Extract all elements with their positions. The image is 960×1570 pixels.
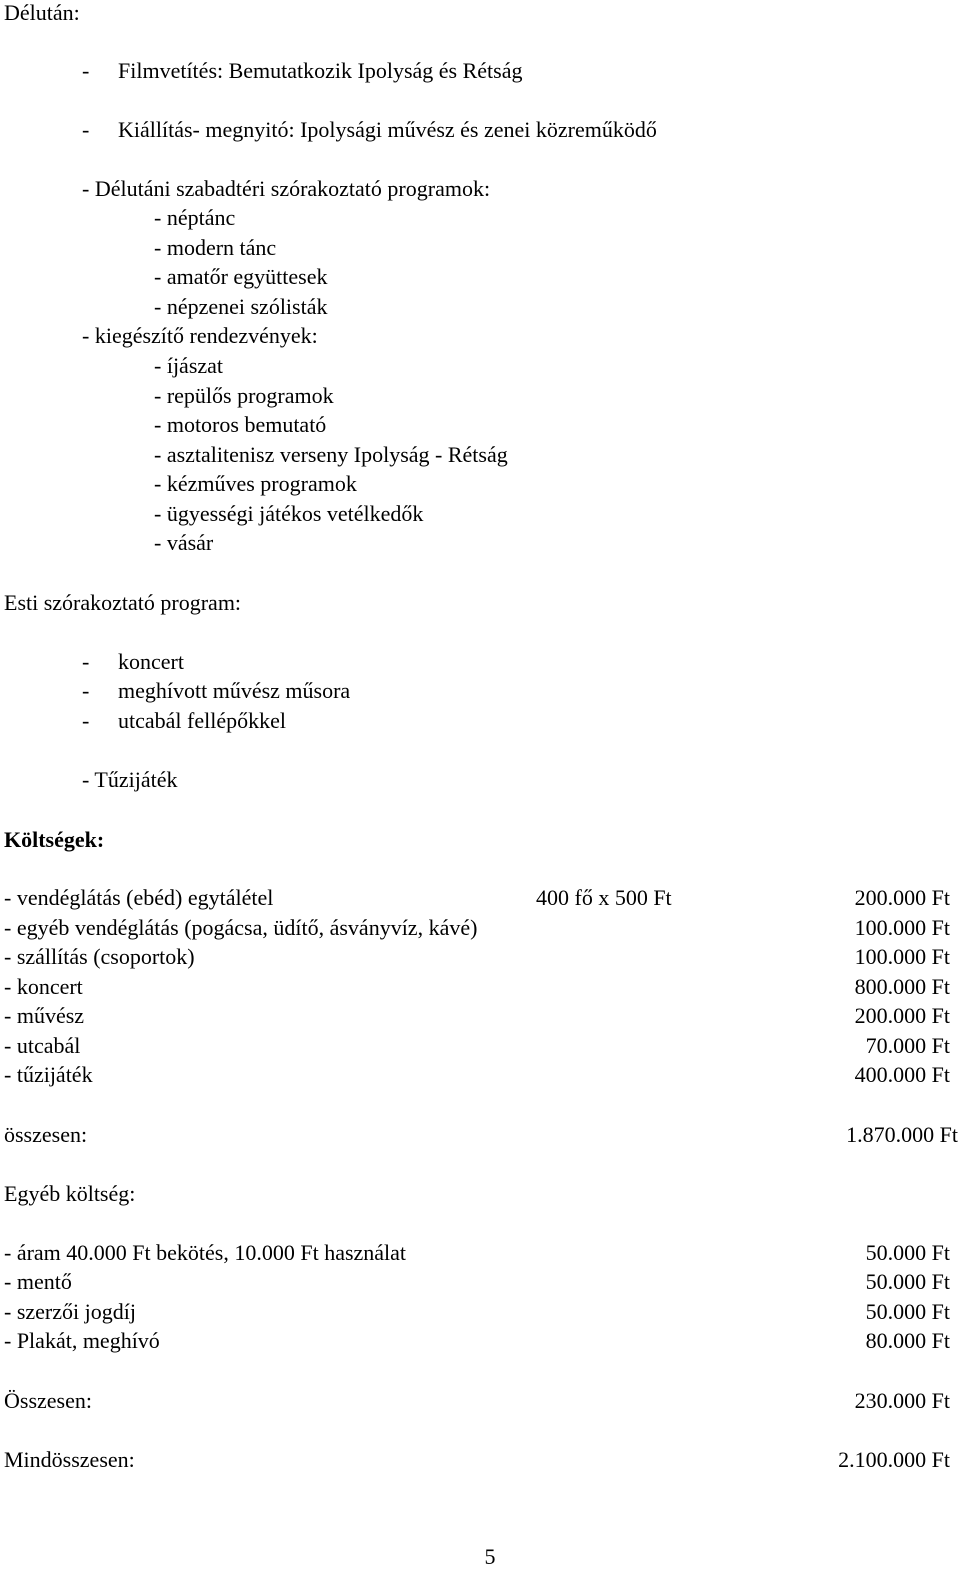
- list-item: koncert: [118, 649, 184, 674]
- cost-label: - tűzijáték: [4, 1062, 93, 1087]
- costs-heading: Költségek:: [4, 827, 105, 852]
- cost-detail: 400 fő x 500 Ft: [536, 885, 672, 910]
- other-cost-label: - mentő: [4, 1269, 72, 1294]
- list-dash: -: [82, 58, 90, 83]
- list-dash: -: [82, 117, 90, 142]
- cost-label: - utcabál: [4, 1033, 81, 1058]
- cost-label: - művész: [4, 1003, 85, 1028]
- list-item: - motoros bemutató: [154, 412, 327, 437]
- cost-amount: 70.000 Ft: [865, 1033, 950, 1058]
- list-item: - népzenei szólisták: [154, 294, 328, 319]
- list-item: utcabál fellépőkkel: [118, 708, 286, 733]
- grand-total-amount: 2.100.000 Ft: [838, 1447, 950, 1472]
- list-item: - néptánc: [154, 205, 236, 230]
- list-item: - íjászat: [154, 353, 224, 378]
- list-item: - ügyességi játékos vetélkedők: [154, 501, 424, 526]
- cost-amount: 800.000 Ft: [854, 974, 950, 999]
- other-cost-amount: 80.000 Ft: [865, 1328, 950, 1353]
- cost-amount: 400.000 Ft: [854, 1062, 950, 1087]
- cost-label: - egyéb vendéglátás (pogácsa, üdítő, ásványvíz, kávé): [4, 915, 478, 940]
- list-item: - kézműves programok: [154, 471, 357, 496]
- list-item: Filmvetítés: Bemutatkozik Ipolyság és Rétság: [118, 58, 523, 83]
- list-dash: -: [82, 678, 90, 703]
- fireworks-item: - Tűzijáték: [82, 767, 178, 792]
- cost-label: - koncert: [4, 974, 83, 999]
- grand-total-label: Mindösszesen:: [4, 1447, 135, 1472]
- other-cost-amount: 50.000 Ft: [865, 1299, 950, 1324]
- list-item: - vásár: [154, 530, 214, 555]
- page-number: 5: [484, 1544, 496, 1569]
- list-dash: -: [82, 708, 90, 733]
- afternoon-heading: Délután:: [4, 0, 80, 25]
- other-total-amount: 230.000 Ft: [854, 1388, 950, 1413]
- cost-label: - szállítás (csoportok): [4, 944, 195, 969]
- costs-total-amount: 1.870.000 Ft: [846, 1122, 958, 1147]
- other-cost-amount: 50.000 Ft: [865, 1240, 950, 1265]
- cost-amount: 200.000 Ft: [854, 1003, 950, 1028]
- extra-heading: - kiegészítő rendezvények:: [82, 323, 318, 348]
- other-cost-label: - szerzői jogdíj: [4, 1299, 136, 1324]
- list-dash: -: [82, 649, 90, 674]
- list-item: - repülős programok: [154, 383, 334, 408]
- list-item: Kiállítás- megnyitó: Ipolysági művész és zenei közreműködő: [118, 117, 657, 142]
- other-costs-heading: Egyéb költség:: [4, 1181, 136, 1206]
- evening-heading: Esti szórakoztató program:: [4, 590, 242, 615]
- other-cost-label: - Plakát, meghívó: [4, 1328, 160, 1353]
- cost-amount: 200.000 Ft: [854, 885, 950, 910]
- cost-label: - vendéglátás (ebéd) egytálétel: [4, 885, 274, 910]
- list-item: - amatőr együttesek: [154, 264, 328, 289]
- outdoor-heading: - Délutáni szabadtéri szórakoztató programok:: [82, 176, 491, 201]
- cost-amount: 100.000 Ft: [854, 915, 950, 940]
- other-total-label: Összesen:: [4, 1388, 92, 1413]
- other-cost-label: - áram 40.000 Ft bekötés, 10.000 Ft használat: [4, 1240, 407, 1265]
- costs-total-label: összesen:: [4, 1122, 88, 1147]
- list-item: - asztalitenisz verseny Ipolyság - Rétság: [154, 442, 508, 467]
- list-item: meghívott művész műsora: [118, 678, 351, 703]
- other-cost-amount: 50.000 Ft: [865, 1269, 950, 1294]
- cost-amount: 100.000 Ft: [854, 944, 950, 969]
- list-item: - modern tánc: [154, 235, 277, 260]
